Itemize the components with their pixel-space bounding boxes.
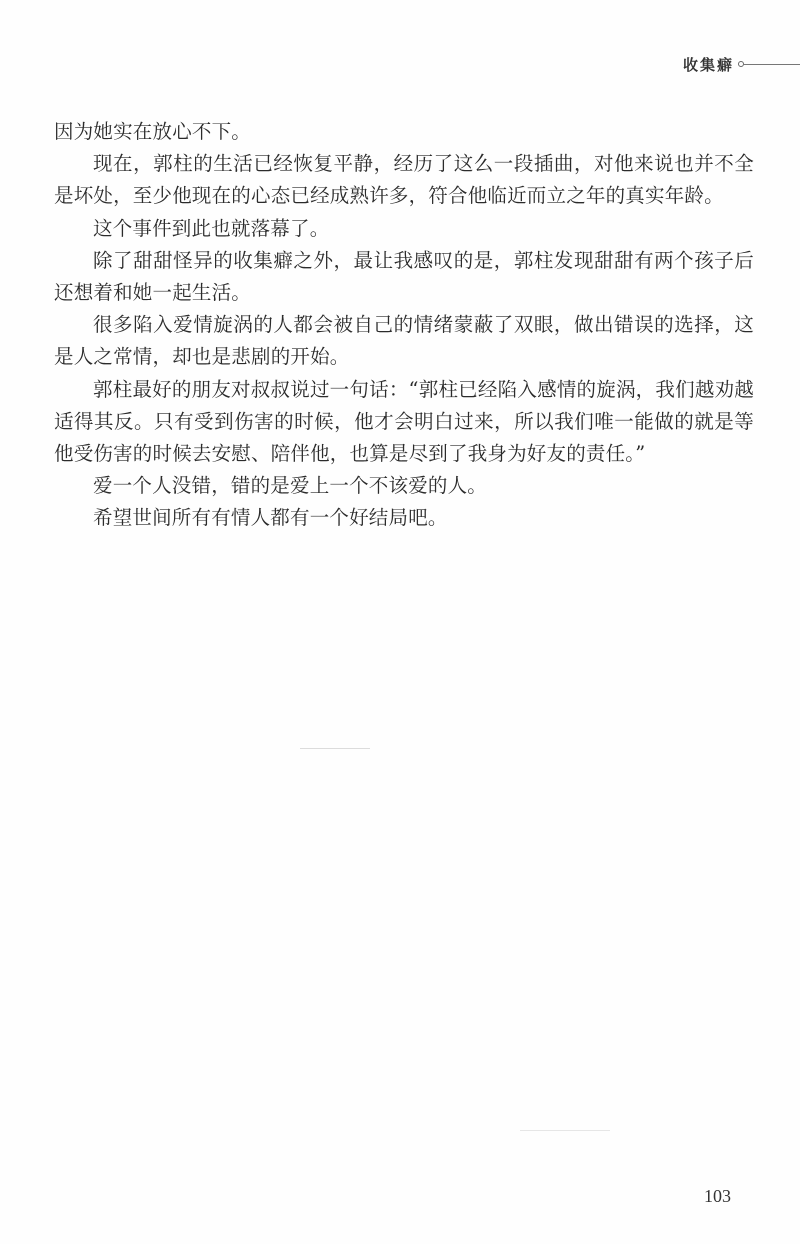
running-header: [683, 52, 800, 76]
header-line: [744, 64, 800, 65]
paragraph: 现在，郭柱的生活已经恢复平静，经历了这么一段插曲，对他来说也并不全是坏处，至少他现在的心态已经成熟许多，符合他临近而立之年的真实年龄。: [54, 152, 754, 208]
body-text: [54, 116, 754, 535]
paragraph: 郭柱最好的朋友对叔叔说过一句话：“郭柱已经陷入感情的旋涡，我们越劝越适得其反。只有受到伤害的时候，他才会明白过来，所以我们唯一能做的就是等他受伤害的时候去安慰、陪伴他，也算是尽到了我身为好友的责任。”: [54, 377, 754, 466]
header-rule: [738, 61, 800, 67]
running-title: 收集癖: [682, 55, 734, 74]
paragraph: 希望世间所有有情人都有一个好结局吧。: [93, 506, 448, 530]
paragraph: 爱一个人没错，错的是爱上一个不该爱的人。: [93, 474, 488, 498]
paragraph: 这个事件到此也就落幕了。: [93, 216, 330, 240]
scan-artifact: [300, 748, 370, 749]
paragraph: 很多陷入爱情旋涡的人都会被自己的情绪蒙蔽了双眼，做出错误的选择，这是人之常情，却也是悲剧的开始。: [54, 313, 754, 369]
paragraph: 除了甜甜怪异的收集癖之外，最让我感叹的是，郭柱发现甜甜有两个孩子后还想着和她一起生活。: [54, 248, 754, 305]
paragraph-continuation: 因为她实在放心不下。: [54, 120, 252, 143]
page-number: 103: [704, 1186, 731, 1206]
scan-artifact: [520, 1130, 610, 1131]
